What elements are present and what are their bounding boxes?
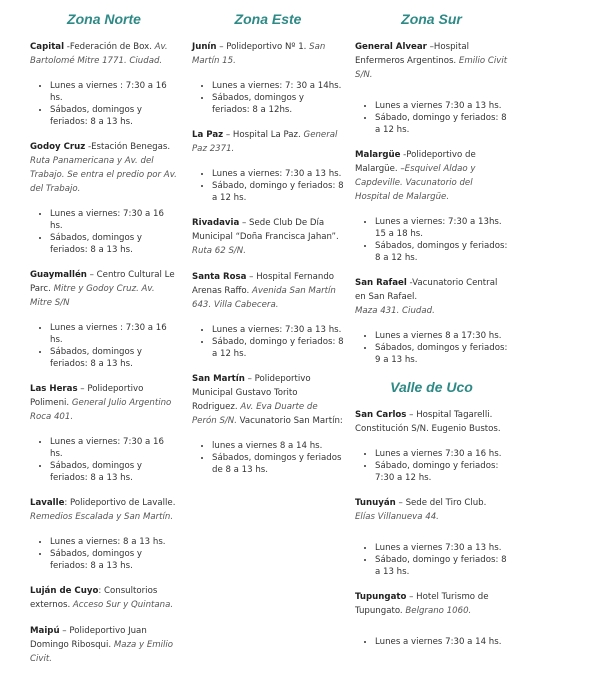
place-address: Remedios Escalada y San Martín. bbox=[30, 512, 174, 522]
separator: – bbox=[86, 270, 97, 280]
place-name: Guaymallén bbox=[30, 270, 87, 280]
hours-item: • Sábados, domingos y feriados: 8 a 13 hs. bbox=[50, 104, 178, 128]
separator: – bbox=[77, 384, 88, 394]
separator: - bbox=[400, 150, 407, 160]
place-name: San Rafael bbox=[355, 278, 407, 288]
place-name: San Martín bbox=[192, 374, 245, 384]
hours-list bbox=[192, 168, 344, 204]
place-address: Ruta 62 S/N. bbox=[192, 246, 246, 256]
location-entry bbox=[355, 40, 508, 136]
hours-list bbox=[355, 542, 508, 578]
location-entry bbox=[30, 140, 178, 256]
location-entry bbox=[355, 276, 508, 366]
column-zona-norte bbox=[30, 0, 178, 678]
place-name: San Carlos bbox=[355, 410, 407, 420]
place-name: Santa Rosa bbox=[192, 272, 247, 282]
place-description: Hospital La Paz. bbox=[232, 130, 304, 140]
place-name: Junín bbox=[192, 42, 217, 52]
location-entry bbox=[355, 590, 508, 648]
separator: – bbox=[216, 42, 227, 52]
place-address: San Martín 15. bbox=[192, 42, 326, 66]
location-entry bbox=[30, 382, 178, 484]
place-extra: Vacunatorio San Martín: bbox=[236, 416, 343, 426]
place-address: Emilio Civit S/N. bbox=[355, 56, 508, 80]
hours-item: • Lunes a viernes: 7:30 a 13 hs. bbox=[212, 324, 344, 336]
hours-list bbox=[30, 208, 178, 256]
place-address: Maza y Emilio Civit. bbox=[30, 640, 174, 664]
location-entry bbox=[355, 496, 508, 578]
hours-item: • Sábado, domingo y feriados: 8 a 12 hs. bbox=[375, 112, 508, 136]
separator: - bbox=[64, 42, 70, 52]
separator: - bbox=[85, 142, 92, 152]
place-description: Polideportivo de Malargüe. – bbox=[355, 150, 476, 174]
hours-item: • Lunes a viernes: 8 a 13 hs. bbox=[50, 536, 178, 548]
hours-list bbox=[355, 448, 508, 484]
place-name: La Paz bbox=[192, 130, 224, 140]
hours-item: • Sábados, domingos y feriados: 8 a 13 hs. bbox=[50, 548, 178, 572]
location-entry bbox=[355, 408, 508, 484]
hours-item: • Lunes a viernes 7:30 a 13 hs. bbox=[375, 542, 508, 554]
column-zona-este bbox=[192, 0, 344, 488]
separator: – bbox=[59, 626, 70, 636]
hours-item: • Lunes a viernes: 7:30 a 16 hs. bbox=[50, 436, 178, 460]
separator: – bbox=[406, 410, 417, 420]
hours-list bbox=[30, 322, 178, 370]
place-name: Rivadavia bbox=[192, 218, 240, 228]
place-description: Polideportivo Juan Domingo Ribosqui. bbox=[30, 626, 147, 650]
place-description: Sede del Tiro Club. bbox=[405, 498, 487, 508]
place-name: General Alvear bbox=[355, 42, 427, 52]
location-entry bbox=[30, 624, 178, 666]
place-name: Malargüe bbox=[355, 150, 401, 160]
hours-list bbox=[192, 80, 344, 116]
location-entry bbox=[192, 40, 344, 116]
location-entry bbox=[192, 270, 344, 360]
zone-title-este: Zona Este bbox=[234, 11, 302, 27]
hours-item: • Sábado, domingo y feriados: 8 a 12 hs. bbox=[212, 336, 344, 360]
location-entry bbox=[192, 216, 344, 258]
separator: – bbox=[239, 218, 250, 228]
place-address: Esquivel Aldao y Capdeville. Vacunatorio del Hospital de Malargüe. bbox=[355, 164, 476, 202]
hours-item: • Lunes a viernes 8 a 17:30 hs. bbox=[375, 330, 508, 342]
hours-item: • Sábados, domingos y feriados: 8 a 13 hs. bbox=[50, 346, 178, 370]
place-description: Hospital Tagarelli. Constitución S/N. Eugenio Bustos. bbox=[355, 410, 501, 434]
place-name: Luján de Cuyo bbox=[30, 586, 99, 596]
place-address: Av. Eva Duarte de Perón S/N. bbox=[192, 402, 318, 426]
place-description: Hospital Enfermeros Argentinos. bbox=[355, 42, 469, 66]
zone-title-sur: Zona Sur bbox=[401, 11, 462, 27]
hours-item: • Sábados, domingos y feriados: 8 a 12 hs. bbox=[375, 240, 508, 264]
hours-list bbox=[30, 436, 178, 484]
hours-list bbox=[355, 636, 508, 648]
hours-item: • Sábado, domingo y feriados: 8 a 12 hs. bbox=[212, 180, 344, 204]
place-description: Centro Cultural Le Parc. bbox=[30, 270, 175, 294]
place-name: Maipú bbox=[30, 626, 60, 636]
separator: – bbox=[395, 498, 406, 508]
place-address: Ruta Panamericana y Av. del Trabajo. Se entra el predio por Av. del Trabajo. bbox=[30, 156, 177, 194]
place-address: Maza 431. Ciudad. bbox=[355, 306, 435, 316]
location-entry bbox=[30, 268, 178, 370]
place-description: Polideportivo de Lavalle. bbox=[70, 498, 176, 508]
location-entry bbox=[192, 372, 344, 476]
place-address: Avenida San Martín 643. Villa Cabecera. bbox=[192, 286, 336, 310]
zone-title-valle-de-uco: Valle de Uco bbox=[390, 379, 473, 395]
separator: – bbox=[223, 130, 233, 140]
place-name: Tunuyán bbox=[355, 498, 396, 508]
separator: – bbox=[246, 272, 257, 282]
hours-list bbox=[30, 536, 178, 572]
place-name: Las Heras bbox=[30, 384, 78, 394]
hours-item: • Lunes a viernes 7:30 a 13 hs. bbox=[375, 100, 508, 112]
place-address: Elías Villanueva 44. bbox=[355, 512, 439, 522]
hours-list bbox=[355, 100, 508, 136]
place-name: Lavalle bbox=[30, 498, 65, 508]
hours-item: • Lunes a viernes: 7:30 a 13hs. 15 a 18 hs. bbox=[375, 216, 508, 240]
hours-item: • Sábados, domingos y feriados: 8 a 12hs. bbox=[212, 92, 344, 116]
hours-list bbox=[30, 80, 178, 128]
place-name: Capital bbox=[30, 42, 65, 52]
separator: – bbox=[406, 592, 417, 602]
separator: : bbox=[98, 586, 104, 596]
location-entry bbox=[30, 496, 178, 572]
place-address: Acceso Sur y Quintana. bbox=[72, 600, 174, 610]
place-description: Polideportivo Nº 1. bbox=[226, 42, 310, 52]
place-description: Sede Club De Día Municipal “Doña Francisca Jahan”. bbox=[192, 218, 339, 242]
hours-item: • Sábados, domingos y feriados: 8 a 13 hs. bbox=[50, 460, 178, 484]
hours-list bbox=[355, 330, 508, 366]
zone-title-norte: Zona Norte bbox=[67, 11, 141, 27]
hours-list bbox=[355, 216, 508, 264]
separator: – bbox=[244, 374, 255, 384]
location-entry bbox=[30, 40, 178, 128]
place-address: Mitre y Godoy Cruz. Av. Mitre S/N bbox=[30, 284, 155, 308]
hours-item: • Sábado, domingo y feriados: 7:30 a 12 hs. bbox=[375, 460, 508, 484]
hours-item: • Lunes a viernes: 7:30 a 16 hs. bbox=[50, 208, 178, 232]
place-description: Polideportivo Polimeni. bbox=[30, 384, 144, 408]
hours-item: • Lunes a viernes: 7: 30 a 14hs. bbox=[212, 80, 344, 92]
place-description: Federación de Box. bbox=[69, 42, 155, 52]
place-description: Hospital Fernando Arenas Raffo. bbox=[192, 272, 335, 296]
place-address: Av. Bartolomé Mitre 1771. Ciudad. bbox=[30, 42, 168, 66]
hours-item: • Sábados, domingos y feriados de 8 a 13 hs. bbox=[212, 452, 344, 476]
hours-item: • lunes a viernes 8 a 14 hs. bbox=[212, 440, 344, 452]
place-description: Polideportivo Municipal Gustavo Torito Rodriguez. bbox=[192, 374, 311, 412]
hours-list bbox=[192, 440, 344, 476]
separator: - bbox=[406, 278, 413, 288]
hours-item: • Lunes a viernes 7:30 a 14 hs. bbox=[375, 636, 508, 648]
place-address: General Julio Argentino Roca 401. bbox=[30, 398, 172, 422]
place-name: Godoy Cruz bbox=[30, 142, 86, 152]
place-description: Hotel Turismo de Tupungato. bbox=[355, 592, 489, 616]
hours-item: • Lunes a viernes : 7:30 a 16 hs. bbox=[50, 80, 178, 104]
place-address: Belgrano 1060. bbox=[405, 606, 472, 616]
hours-item: • Lunes a viernes: 7:30 a 13 hs. bbox=[212, 168, 344, 180]
place-description: Vacunatorio Central en San Rafael. bbox=[355, 278, 498, 302]
separator: – bbox=[426, 42, 434, 52]
column-zona-sur bbox=[355, 0, 508, 660]
hours-item: • Lunes a viernes 7:30 a 16 hs. bbox=[375, 448, 508, 460]
hours-item: • Lunes a viernes : 7:30 a 16 hs. bbox=[50, 322, 178, 346]
place-address: General Paz 2371. bbox=[192, 130, 338, 154]
separator: : bbox=[64, 498, 71, 508]
hours-item: • Sábado, domingo y feriados: 8 a 13 hs. bbox=[375, 554, 508, 578]
place-description: Estación Benegas. bbox=[91, 142, 171, 152]
hours-item: • Sábados, domingos y feriados: 9 a 13 hs. bbox=[375, 342, 508, 366]
location-entry bbox=[192, 128, 344, 204]
location-entry bbox=[30, 584, 178, 612]
place-name: Tupungato bbox=[355, 592, 407, 602]
hours-list bbox=[192, 324, 344, 360]
place-description: Consultorios externos. bbox=[30, 586, 158, 610]
location-entry bbox=[355, 148, 508, 264]
hours-item: • Sábados, domingos y feriados: 8 a 13 hs. bbox=[50, 232, 178, 256]
